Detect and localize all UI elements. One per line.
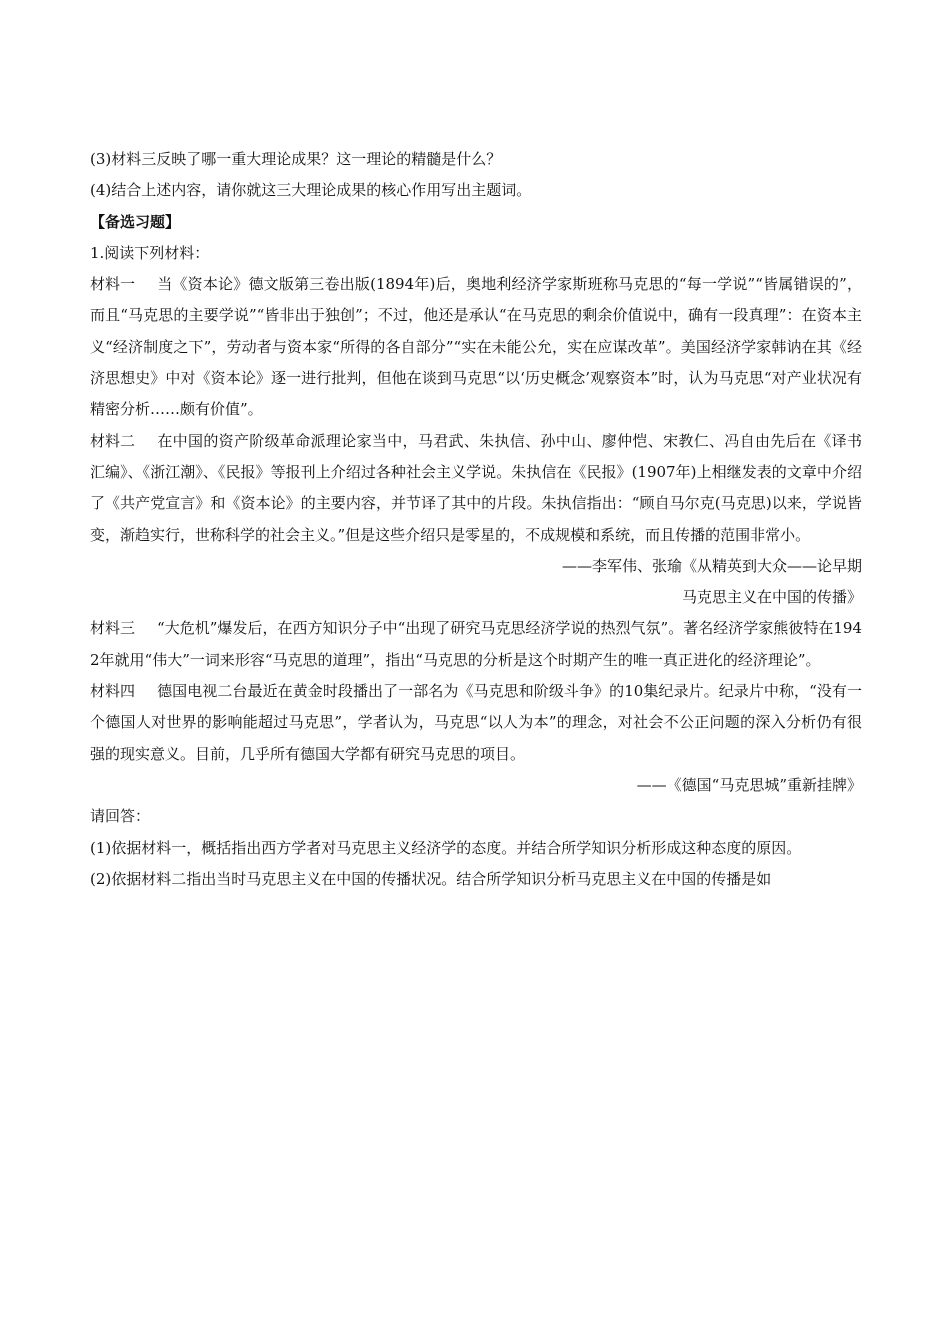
question-3: (3)材料三反映了哪一重大理论成果？这一理论的精髓是什么？ — [90, 150, 502, 168]
section-title: 【备选习题】 — [90, 212, 181, 231]
material-text: 在中国的资产阶级革命派理论家当中，马君武、朱执信、孙中山、廖仲恺、宋教仁、冯自由先后在《译书汇编》、《浙江潮》、《民报》等报刊上介绍过各种社会主义学说。朱执信在《民报》(1907年)上相继发表的文章中介绍了《共产党宣言》和《资本论》的主要内容，并节译了其中的片段。朱执信指出：“顾自马尔克(马克思)以来，学说皆变，渐趋实行，世称科学的社会主义。”但是这些介绍只是零星的，不成规模和系统，而且传播的范围非常小。 — [90, 431, 862, 544]
material-4 — [90, 676, 862, 770]
question-1: (1)依据材料一，概括指出西方学者对马克思主义经济学的态度。并结合所学知识分析形成这种态度的原因。 — [90, 838, 802, 857]
material-text: 德国电视二台最近在黄金时段播出了一部名为《马克思和阶级斗争》的10集纪录片。纪录片中称，“没有一个德国人对世界的影响能超过马克思”，学者认为，马克思“以人为本”的理念，对社会不公正问题的深入分析仍有很强的现实意义。目前，几乎所有德国大学都有研究马克思的项目。 — [90, 682, 862, 763]
question-2: (2)依据材料二指出当时马克思主义在中国的传播状况。结合所学知识分析马克思主义在中国的传播是如 — [90, 869, 772, 888]
problem-intro: 1.阅读下列材料： — [90, 243, 210, 262]
document-page — [90, 144, 862, 895]
material-label: 材料一 — [90, 275, 136, 294]
material-2-source-line-1: ——李军伟、张瑜《从精英到大众——论早期 — [561, 556, 862, 575]
material-4-source: ——《德国“马克思城”重新挂牌》 — [636, 775, 862, 794]
material-text: “大危机”爆发后，在西方知识分子中“出现了研究马克思经济学说的热烈气氛”。著名经济学家熊彼特在1942年就用“伟大”一词来形容“马克思的道理”，指出“马克思的分析是这个时期产生的唯一真正进化的经济理论”。 — [90, 619, 862, 669]
material-text: 当《资本论》德文版第三卷出版(1894年)后，奥地利经济学家斯班称马克思的“每一学说”“皆属错误的”，而且“马克思的主要学说”“皆非出于独创”；不过，他还是承认“在马克思的剩余价值说中，确有一段真理”：在资本主义“经济制度之下”，劳动者与资本家“所得的各自部分”“实在未能公允，实在应谋改革”。美国经济学家韩讷在其《经济思想史》中对《资本论》逐一进行批判，但他在谈到马克思“以‘历史概念’观察资本”时，认为马克思“对产业状况有精密分析……颇有价值”。 — [90, 275, 862, 419]
question-4: (4)结合上述内容，请你就这三大理论成果的核心作用写出主题词。 — [90, 181, 532, 200]
material-label: 材料三 — [90, 619, 136, 638]
material-label: 材料四 — [90, 682, 136, 701]
material-label: 材料二 — [90, 431, 136, 450]
material-2 — [90, 426, 862, 551]
material-2-source-line-2: 马克思主义在中国的传播》 — [681, 588, 862, 607]
material-1 — [90, 269, 862, 425]
material-3 — [90, 613, 862, 676]
answer-prompt: 请回答： — [90, 807, 151, 826]
